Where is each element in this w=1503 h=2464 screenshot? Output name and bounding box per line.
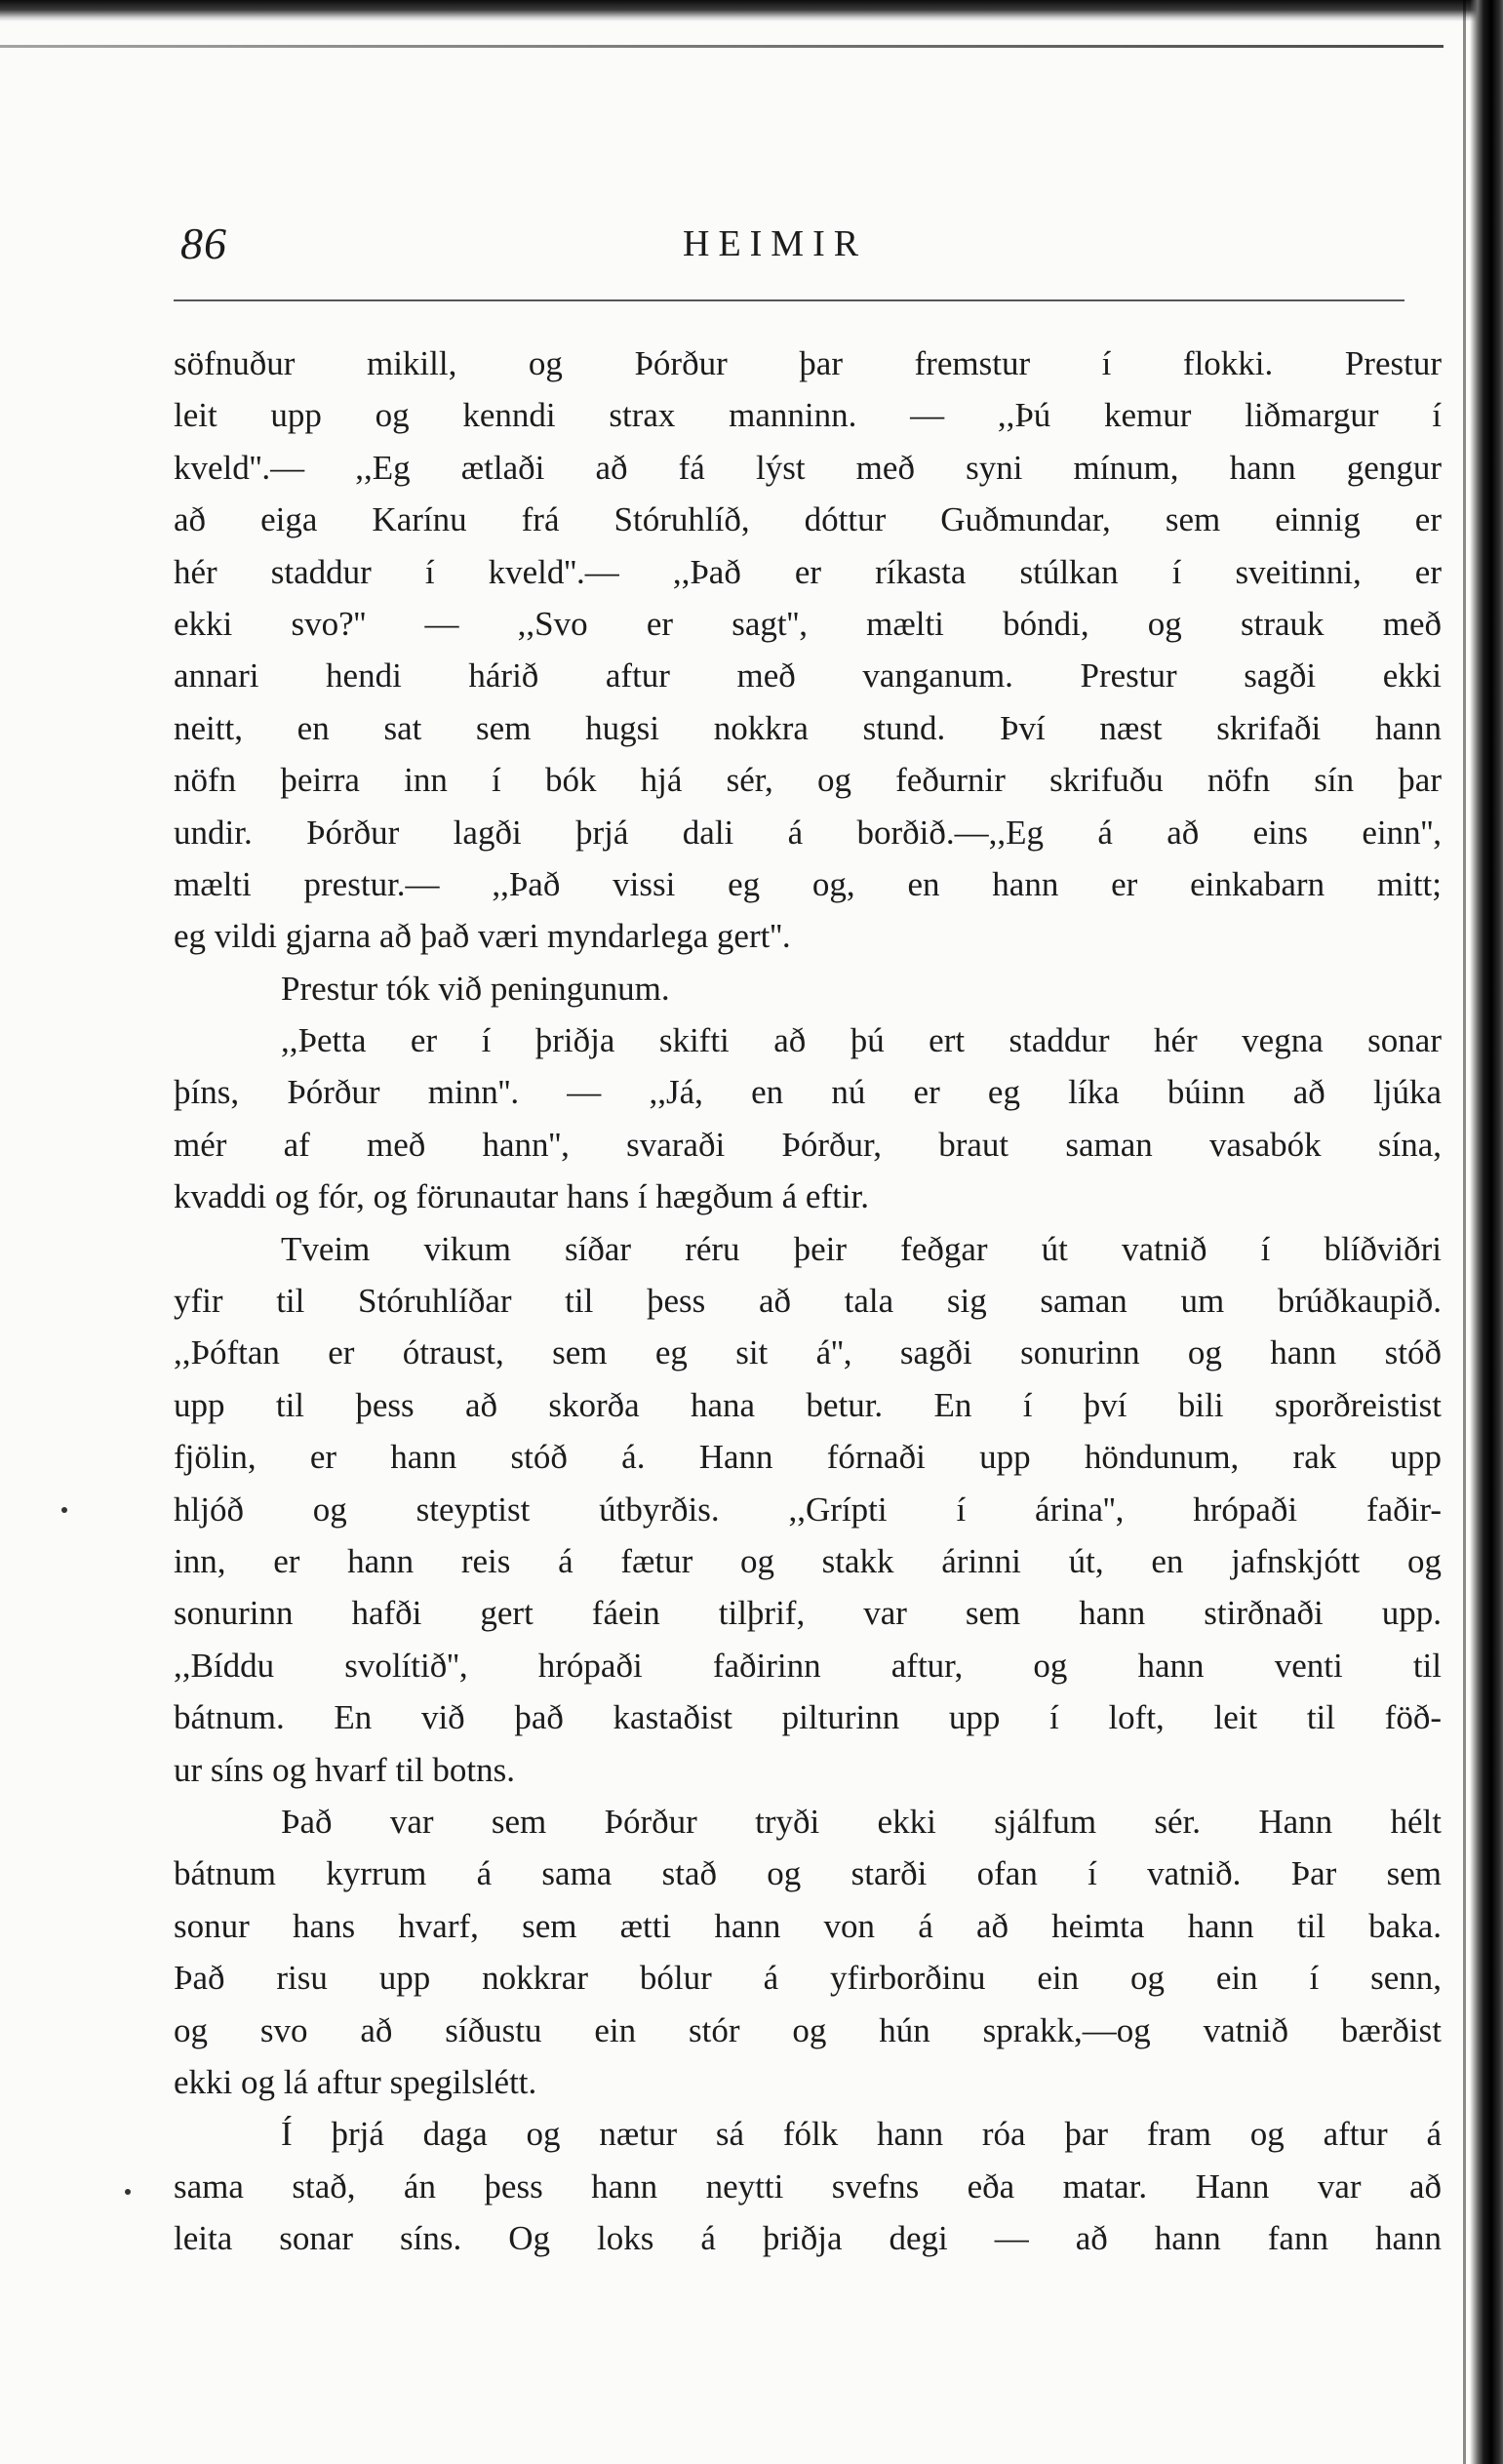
text-line: sonurinn hafði gert fáein tilþrif, var sem hann stirðnaði upp. xyxy=(174,1594,1442,1633)
text-line: mælti prestur.— ,,Það vissi eg og, en hann er einkabarn mitt; xyxy=(174,864,1442,903)
scan-right-edge xyxy=(1470,0,1503,2464)
body-text xyxy=(174,338,1442,2264)
text-line: hér staddur í kveld''.— ,,Það er ríkasta stúlkan í sveitinni, er xyxy=(174,552,1442,591)
text-line: og svo að síðustu ein stór og hún sprakk,—og vatnið bærðist xyxy=(174,2010,1442,2049)
text-line: hljóð og steyptist útbyrðis. ,,Grípti í árina'', hrópaði faðir- xyxy=(174,1490,1442,1529)
text-line: ,,Þetta er í þriðja skifti að þú ert staddur hér vegna sonar xyxy=(281,1021,1442,1060)
text-line: bátnum kyrrum á sama stað og starði ofan í vatnið. Þar sem xyxy=(174,1854,1442,1893)
margin-speck xyxy=(125,2189,131,2195)
text-line: söfnuður mikill, og Þórður þar fremstur í flokki. Prestur xyxy=(174,344,1442,382)
text-line: sama stað, án þess hann neytti svefns eða matar. Hann var að xyxy=(174,2166,1442,2206)
text-line: ekki og lá aftur spegilslétt. xyxy=(174,2062,537,2101)
text-line: nöfn þeirra inn í bók hjá sér, og feðurnir skrifuðu nöfn sín þar xyxy=(174,761,1442,800)
text-line: fjölin, er hann stóð á. Hann fórnaði upp höndunum, rak upp xyxy=(174,1438,1442,1477)
text-line: bátnum. En við það kastaðist pilturinn upp í loft, leit til föð- xyxy=(174,1698,1442,1737)
text-line: mér af með hann'', svaraði Þórður, braut saman vasabók sína, xyxy=(174,1125,1442,1164)
text-line: að eiga Karínu frá Stóruhlíð, dóttur Guðmundar, sem einnig er xyxy=(174,500,1442,539)
text-line: þíns, Þórður minn''. — ,,Já, en nú er eg líka búinn að ljúka xyxy=(174,1073,1442,1112)
header-rule xyxy=(174,299,1404,301)
scan-right-line xyxy=(1463,0,1466,2464)
text-line: Tveim vikum síðar réru þeir feðgar út vatnið í blíðviðri xyxy=(281,1229,1442,1268)
scan-top-line xyxy=(0,45,1444,48)
text-line: ekki svo?'' — ,,Svo er sagt'', mælti bóndi, og strauk með xyxy=(174,604,1442,643)
scan-top-edge xyxy=(0,0,1503,21)
text-line: kveld''.— ,,Eg ætlaði að fá lýst með syni mínum, hann gengur xyxy=(174,448,1442,487)
page-number: 86 xyxy=(180,219,227,268)
margin-speck xyxy=(61,1507,67,1513)
text-line: ,,Bíddu svolítið'', hrópaði faðirinn aftur, og hann venti til xyxy=(174,1646,1442,1685)
text-line: sonur hans hvarf, sem ætti hann von á að heimta hann til baka. xyxy=(174,1906,1442,1945)
text-line: eg vildi gjarna að það væri myndarlega gert''. xyxy=(174,917,791,956)
running-head: HEIMIR xyxy=(683,223,868,264)
text-line: Það risu upp nokkrar bólur á yfirborðinu ein og ein í senn, xyxy=(174,1959,1442,1998)
text-line: Prestur tók við peningunum. xyxy=(281,969,670,1008)
text-line: undir. Þórður lagði þrjá dali á borðið.—,,Eg á að eins einn'', xyxy=(174,813,1442,852)
text-line: neitt, en sat sem hugsi nokkra stund. Því næst skrifaði hann xyxy=(174,708,1442,747)
text-line: ur síns og hvarf til botns. xyxy=(174,1750,515,1789)
text-line: ,,Þóftan er ótraust, sem eg sit á'', sagði sonurinn og hann stóð xyxy=(174,1333,1442,1372)
text-line: Það var sem Þórður tryði ekki sjálfum sér. Hann hélt xyxy=(281,1802,1442,1841)
text-line: leita sonar síns. Og loks á þriðja degi — að hann fann hann xyxy=(174,2219,1442,2258)
text-line: Í þrjá daga og nætur sá fólk hann róa þar fram og aftur á xyxy=(281,2115,1442,2154)
text-line: leit upp og kenndi strax manninn. — ,,Þú kemur liðmargur í xyxy=(174,396,1442,435)
text-line: inn, er hann reis á fætur og stakk árinni út, en jafnskjótt og xyxy=(174,1541,1442,1580)
text-line: yfir til Stóruhlíðar til þess að tala sig saman um brúðkaupið. xyxy=(174,1282,1442,1321)
text-line: annari hendi hárið aftur með vanganum. Prestur sagði ekki xyxy=(174,656,1442,695)
text-line: upp til þess að skorða hana betur. En í því bili sporðreistist xyxy=(174,1385,1442,1424)
text-line: kvaddi og fór, og förunautar hans í hægðum á eftir. xyxy=(174,1177,870,1216)
